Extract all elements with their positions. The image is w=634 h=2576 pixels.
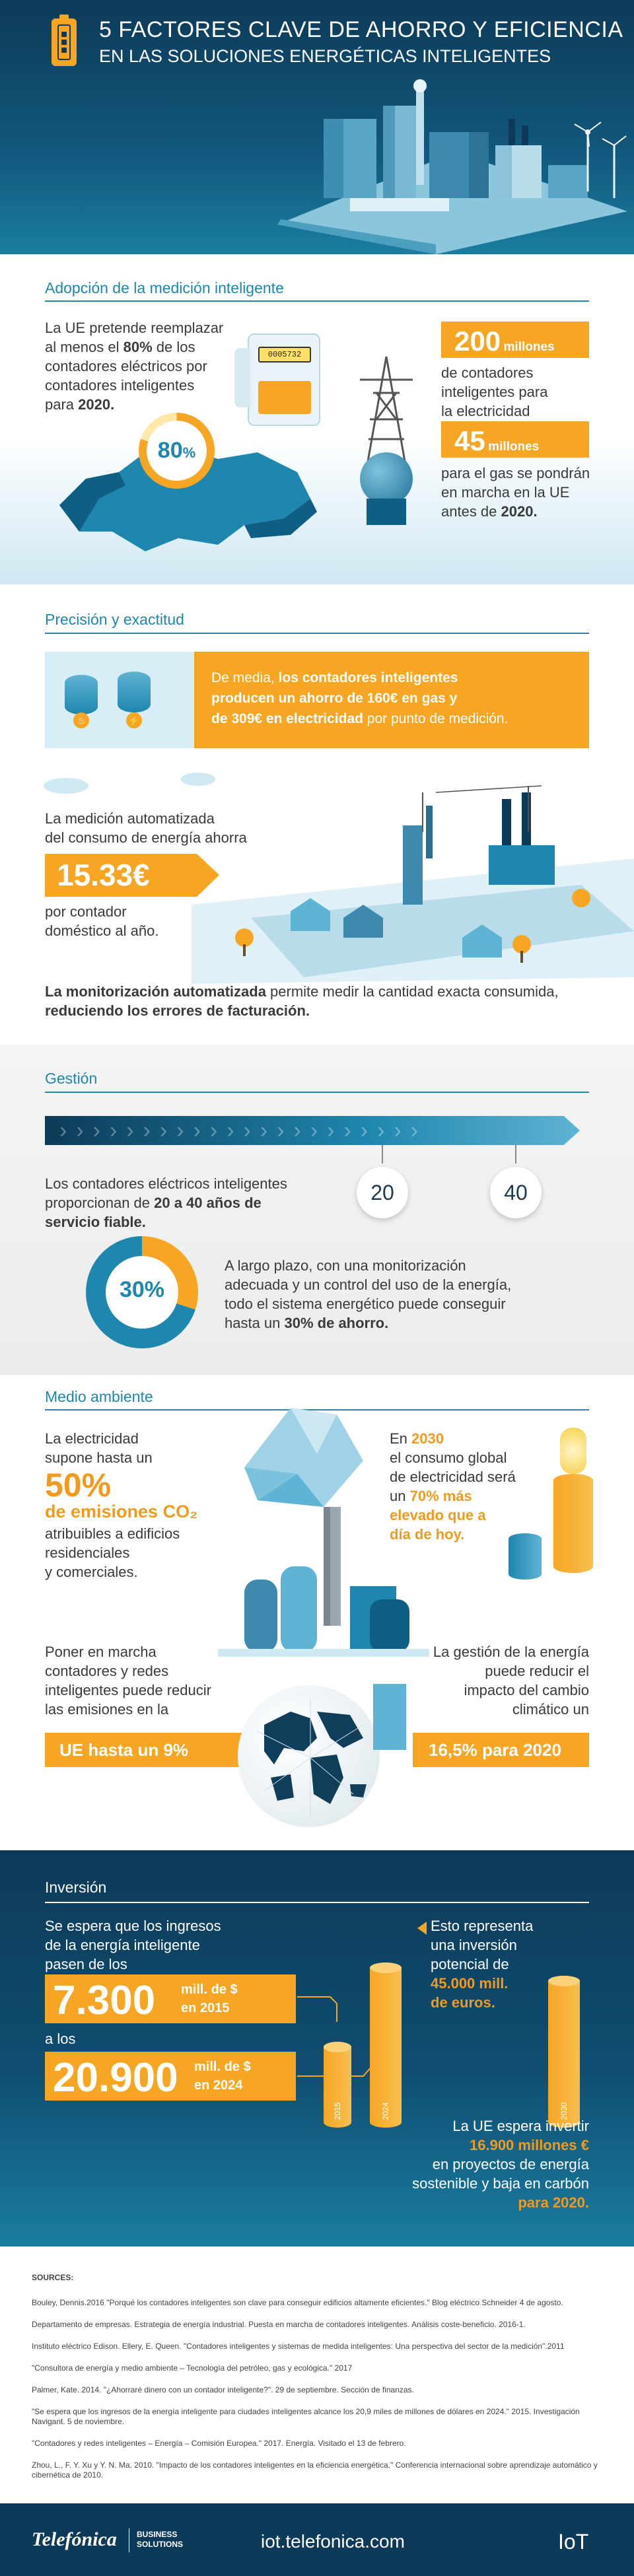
timeline-tick-40 (515, 1145, 516, 1164)
investment-bar-label: 2024 (381, 2102, 390, 2120)
sources (0, 2246, 634, 2503)
meter-display: 0005732 (258, 347, 311, 363)
divider (45, 1092, 589, 1093)
source-item: Departamento de empresas. Estrategia de energía industrial. Puesta en marcha de contadores inteligentes. Análisis coste-beneficio. 2016-1. (32, 2320, 526, 2329)
emissions-text: La electricidad supone hasta un (45, 1430, 153, 1466)
per-meter-text: por contador doméstico al año. (45, 903, 159, 939)
sources-title: SOURCES: (32, 2273, 74, 2282)
divider (45, 1902, 589, 1903)
lightbulb-icon (560, 1428, 586, 1474)
savings-text: De media, los contadores inteligentes producen un ahorro de 160€ en gas y de 309€ en electricidad por punto de medición. (211, 670, 509, 726)
globe-icon (238, 1685, 380, 1827)
gas-coins-icon (65, 675, 98, 714)
monitoring-note: La monitorización automatizada permite medir la cantidad exacta consumida, reduciendo los errores de facturación. (45, 983, 559, 1019)
investment-bar-label: 2030 (559, 2102, 569, 2120)
savings-15-box: 15.33€ (45, 854, 197, 897)
fifty-percent: 50% (45, 1467, 112, 1504)
source-item: Zhou, L., F. Y. Xu y Y. N. Ma. 2010. "Impacto de los contadores inteligentes en la eficiencia energética." Conferencia internacional sobre aprendizaje automático y cibernética de 2010. (32, 2460, 598, 2480)
battery-icon (52, 18, 77, 66)
section-precision (0, 584, 634, 1070)
stat-45-box: 45 millones (441, 421, 589, 458)
savings-banner (45, 652, 589, 748)
page-title-line2: EN LAS SOLUCIONES ENERGÉTICAS INTELIGENTES (99, 46, 551, 66)
sources-list (32, 2286, 602, 2480)
eu-9-bar: UE hasta un 9% (45, 1733, 243, 1767)
investment-bar-top (548, 1976, 580, 1986)
eu-invest-text: La UE espera invertir 16.900 millones € en proyectos de energía sostenible y baja en carbón para 2020. (412, 2118, 589, 2211)
investment-bar-label: 2015 (333, 2102, 342, 2120)
emissions-text-2: atribuibles a edificios residenciales y comerciales. (45, 1525, 180, 1580)
automated-text: La medición automatizada del consumo de energía ahorra (45, 810, 247, 846)
revenue-text: Se espera que los ingresos de la energía inteligente pasen de los (45, 1918, 221, 1972)
telefonica-logo[interactable]: Telefónica (32, 2528, 117, 2550)
source-item: "Contadores y redes inteligentes – Energía – Comisión Europea." 2017. Energía. Visitado el 13 de febrero. (32, 2439, 406, 2448)
arrow-pointer (417, 1922, 427, 1935)
stat-200-box: 200 millones (441, 322, 589, 358)
header (0, 0, 634, 254)
consumption-text: En 2030 el consumo global de electricidad será un 70% más elevado que a día de hoy. (390, 1430, 516, 1543)
blue-cylinder (509, 1533, 542, 1580)
section-adoption (0, 254, 634, 584)
pie-80 (139, 413, 215, 489)
footer (0, 2503, 634, 2576)
investment-bar-top (324, 2042, 351, 2052)
investment-bar-2024 (370, 1963, 402, 2128)
pie-label: 80 (157, 438, 183, 463)
stat-200-text: de contadores inteligentes para la electricidad (441, 365, 548, 419)
adoption-text: La UE pretende reemplazar al menos el 80% de los contadores eléctricos por contadores inteligentes para 2020. (45, 320, 224, 413)
section-title: Adopción de la medición inteligente (45, 279, 284, 296)
donut-chart (86, 1236, 198, 1348)
orange-cylinder (553, 1474, 593, 1573)
source-item: Palmer, Kate. 2014. "¿Ahorraré dinero con un contador inteligente?". 29 de septiembre. Sección de finanzas. (32, 2385, 414, 2394)
page-title-line1: 5 FACTORES CLAVE DE AHORRO Y EFICIENCIA (99, 17, 623, 42)
electric-meter (248, 333, 320, 426)
timeline-chevrons: ›››››››››››››››››››››› (59, 1118, 428, 1143)
section-title: Medio ambiente (45, 1388, 153, 1405)
badge-20: 20 (357, 1167, 408, 1218)
section-title: Inversión (45, 1879, 107, 1896)
investment-text: Esto representa una inversión potencial de 45.000 mill. de euros. (431, 1918, 534, 2011)
savings-15-arrow (197, 854, 219, 897)
timeline-tick-20 (382, 1145, 383, 1164)
investment-bar-2015 (324, 2042, 351, 2128)
building-graphic (373, 1684, 406, 1750)
gas-tank (360, 452, 413, 505)
donut-label: 30% (119, 1277, 165, 1302)
city-illustration (218, 73, 634, 254)
source-item: Instituto eléctrico Edison. Ellery, E. Queen. "Contadores inteligentes y sistemas de medida inteligentes: Una perspectiva del sector de la medición".2011 (32, 2342, 565, 2351)
climate-impact-text: La gestión de la energía puede reducir el impacto del cambio climático un (433, 1644, 589, 1718)
electric-coins-icon (118, 672, 151, 713)
gas-flame-icon: ♨ (73, 713, 89, 728)
section-environment (0, 1375, 634, 1850)
source-item: Bouley, Dennis.2016 "Porqué los contadores inteligentes son clave para conseguir edificios altamente eficientes." Blog eléctrico Schneider 4 de agosto. (32, 2298, 563, 2307)
sixteen-bar: 16,5% para 2020 (413, 1733, 589, 1767)
source-item: "Consultora de energía y medio ambiente – Tecnología del petróleo, gas y ecológica." 2017 (32, 2363, 353, 2373)
section-investment (0, 1850, 634, 2246)
emissions-co2: de emisiones CO₂ (45, 1502, 198, 1521)
gas-tank-base (367, 499, 406, 525)
reduce-emissions-text: Poner en marcha contadores y redes inteligentes puede reducir las emisiones en la (45, 1644, 211, 1718)
divider (45, 633, 589, 634)
stat-45-text: para el gas se pondrán en marcha en la UE antes de 2020. (441, 465, 590, 520)
divider (45, 300, 589, 302)
bolt-icon: ⚡ (126, 713, 142, 728)
business-solutions: BUSINESS SOLUTIONS (137, 2530, 184, 2549)
a-los: a los (45, 2031, 76, 2047)
management-text: Los contadores eléctricos inteligentes proporcionan de 20 a 40 años de servicio fiable. (45, 1175, 287, 1230)
section-title: Gestión (45, 1070, 98, 1087)
revenue-2024-box: 20.900 mill. de $ en 2024 (45, 2052, 296, 2101)
iot-label: IoT (558, 2530, 589, 2554)
revenue-2015-box: 7.300 mill. de $ en 2015 (45, 1974, 296, 2023)
section-management (0, 1045, 634, 1375)
source-item: "Se espera que los ingresos de la energía inteligente para ciudades inteligentes alcance los 20,9 miles de millones de dólares en 2024." 2015. Investigación Navigant. 5 de noviembre. (32, 2407, 580, 2426)
pie-percent: % (182, 444, 196, 461)
badge-40: 40 (490, 1167, 542, 1218)
footer-url[interactable]: iot.telefonica.com (261, 2531, 405, 2552)
section-title: Precisión y exactitud (45, 611, 184, 628)
investment-bar-top (370, 1963, 402, 1973)
investment-bar-2030 (548, 1976, 580, 2128)
long-term-text: A largo plazo, con una monitorización adecuada y un control del uso de la energía, todo el sistema energético puede conseguir hasta un 30% de ahorro. (225, 1257, 512, 1331)
